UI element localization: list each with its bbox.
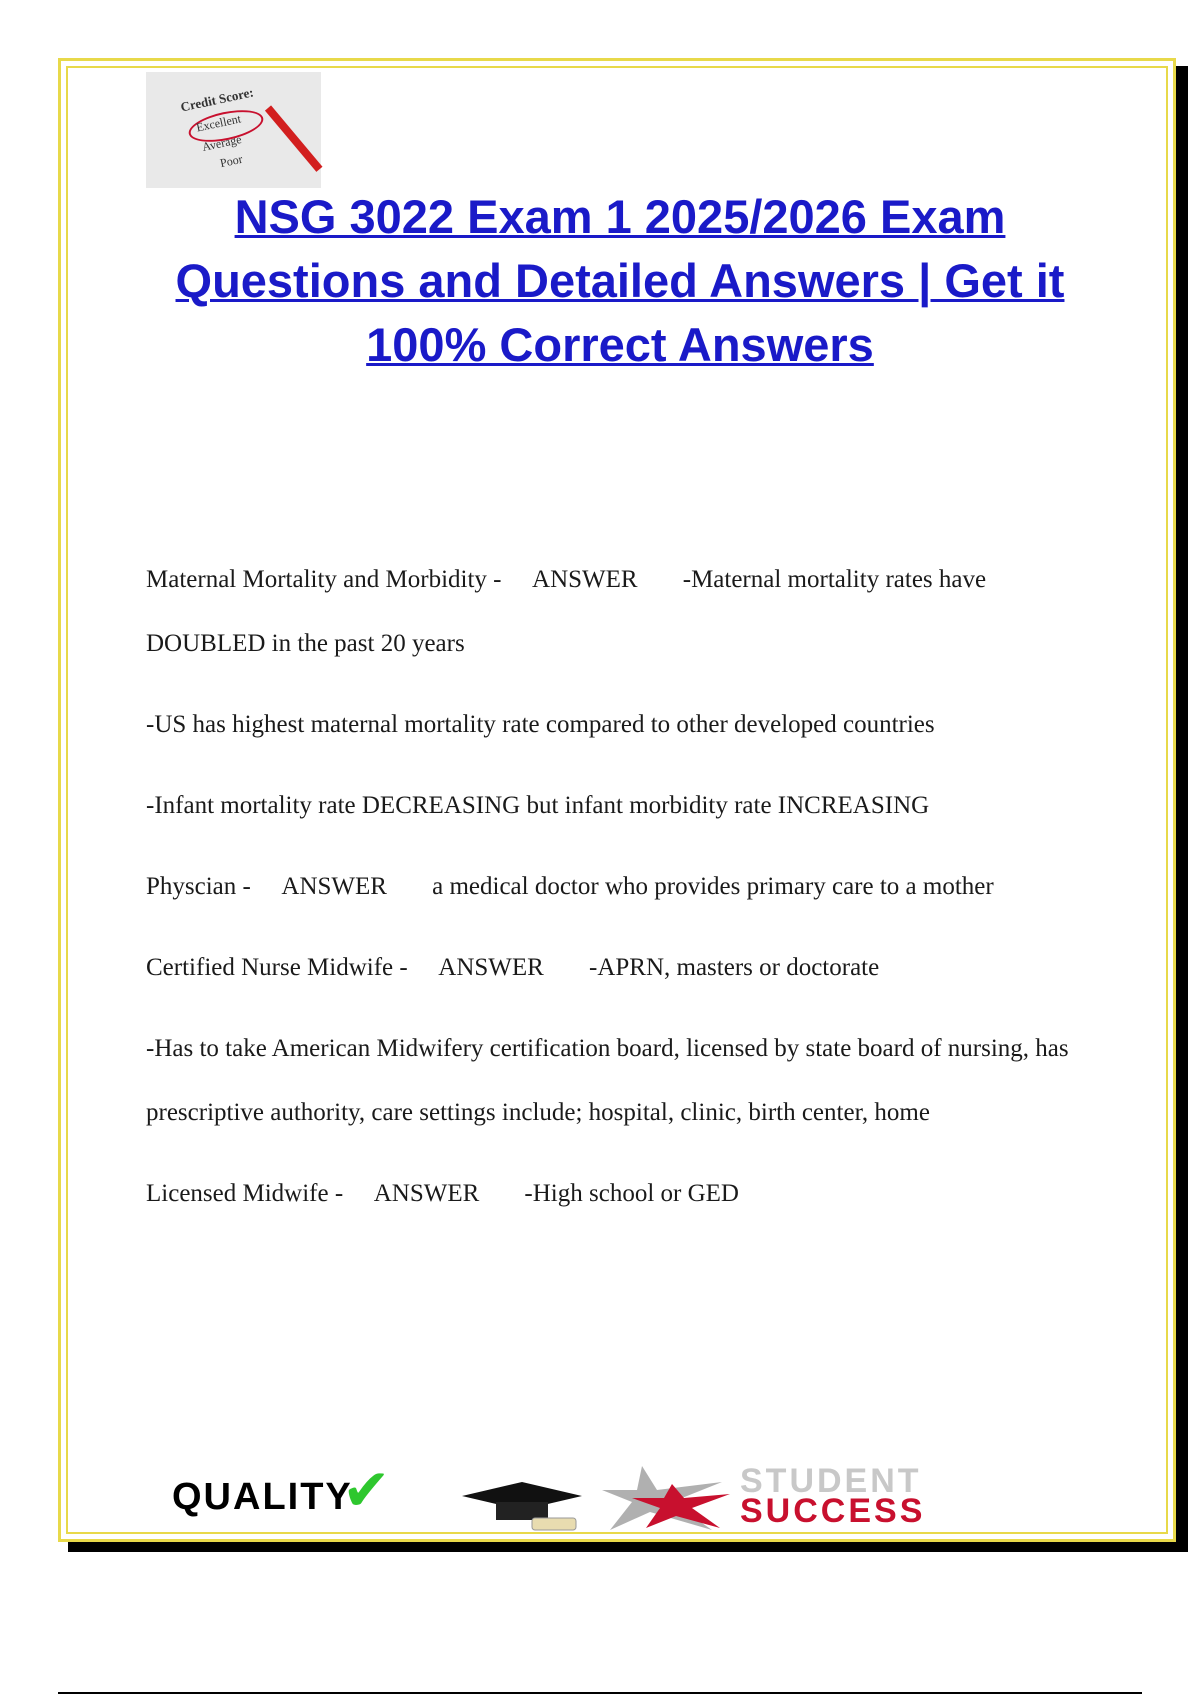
success-text: SUCCESS [740, 1492, 926, 1530]
quality-logo-text: QUALITY [172, 1476, 353, 1518]
check-icon: ✔ [342, 1456, 391, 1524]
star-icon [602, 1464, 742, 1534]
credit-score-image [146, 72, 321, 188]
badge-line-1: Credit Score: [179, 84, 255, 115]
badge-line-2: Excellent [194, 111, 243, 135]
badge-line-4: Poor [218, 151, 244, 171]
pencil-icon [265, 105, 323, 171]
paragraph: -Infant mortality rate DECREASING but infant morbidity rate INCREASING [146, 792, 930, 819]
paragraph: -US has highest maternal mortality rate compared to other developed countries [146, 711, 935, 738]
paragraph: Certified Nurse Midwife -   ANSWER ✓✓-APRN, masters or doctorate [146, 954, 880, 981]
paragraph: -Has to take American Midwifery certification board, licensed by state board of nursing, has prescriptive authority, care settings include; hospital, clinic, birth center, home [146, 1035, 1069, 1126]
footer-logos [172, 1456, 1052, 1544]
bottom-rule [58, 1692, 1142, 1694]
document-title[interactable]: NSG 3022 Exam 1 2025/2026 Exam Questions and Detailed Answers | Get it 100% Correct Answers [175, 190, 1065, 371]
paragraph: Physcian -   ANSWER ✓✓a medical doctor who provides primary care to a mother [146, 873, 994, 900]
paragraph: Maternal Mortality and Morbidity -   ANSWER ✓✓-Maternal mortality rates have DOUBLED in the past 20 years [146, 566, 987, 657]
student-success-logo [740, 1462, 926, 1530]
badge-line-3: Average [200, 132, 243, 154]
graduation-cap-icon [462, 1474, 582, 1534]
document-content [146, 548, 1076, 1243]
paragraph: Licensed Midwife -   ANSWER ✓✓-High school or GED [146, 1180, 739, 1207]
student-text: STUDENT [740, 1462, 922, 1500]
